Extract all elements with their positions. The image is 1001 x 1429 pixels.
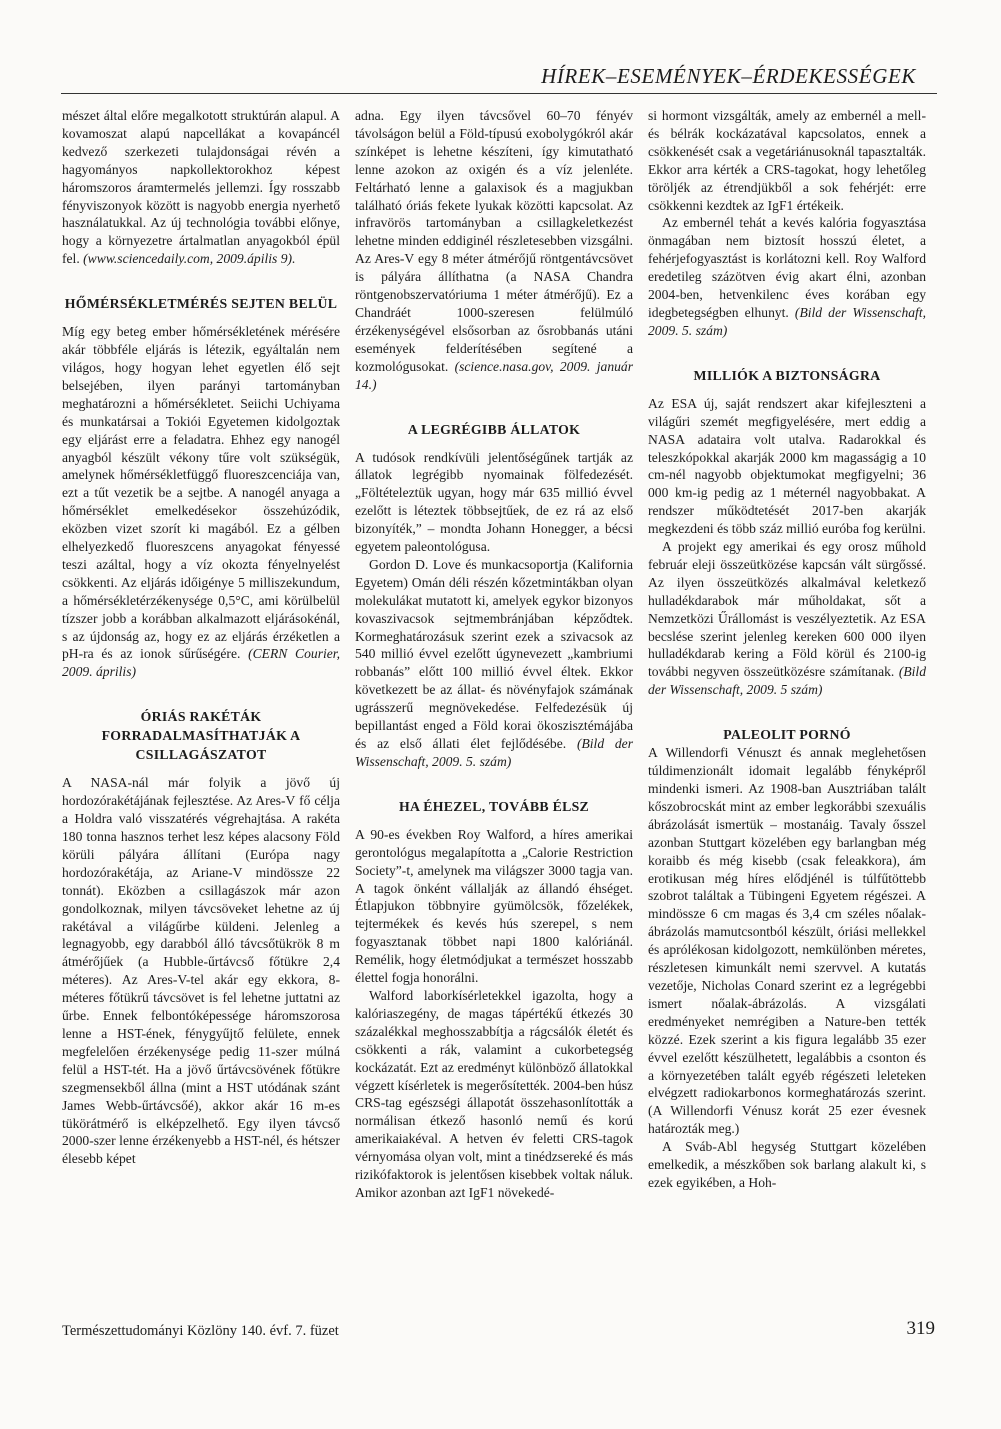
article-title: PALEOLIT PORNÓ — [723, 727, 851, 743]
article-body: Gordon D. Love és munkacsoportja (Kalifornia Egyetem) Omán déli részén kőzetmintákban olyan molekulákat mutatott ki, amelyek egykor bizonyos kovaszivacsok sejtmembránjában képződtek. Kormeghatározásuk szerint ezek a szivacsok az 540 millió évvel ezelőtt úgynevezett „kambriumi robbanás” előtt 100 millió évvel éltek. Ekkor következett be az állat- és növényfajok számának ugrásszerű megnövekedése. Felfedezésük új bepillantást enged a Föld korai ökoszisztémájába és az első állati élet fejlődésébe. — [355, 556, 633, 751]
paragraph: si hormont vizsgálták, amely az embernél a mell- és bélrák kockázatával kapcsolatos, ennek a csökkenését csak a vegetáriánusoknál tapasztalták. Ekkor arra kérték a CRS-tagokat, hogy lehetőleg töröljék az étrendjükből a sok fehérjét: erre csökkenni kezdtek az IgF1 értékeik. — [648, 108, 926, 213]
citation: (www.sciencedaily.com, 2009.ápilis 9). — [83, 251, 296, 267]
citation: (Bild der Wissenschaft, 2009. 5 szám) — [648, 664, 926, 698]
page-number: 319 — [906, 1318, 935, 1339]
footer-journal: Természettudományi Közlöny 140. évf. 7. füzet — [62, 1323, 339, 1339]
paragraph: A tudósok rendkívüli jelentőségűnek tartják az állatok legrégibb nyomainak fölfedezését. „Föltételeztük ugyan, hogy már 635 millió évvel ezelőtt is léteztek többsejtűek, de ez rá az első bizonyíték,” – mondta Johann Honegger, a bécsi egyetem paleontológusa. — [355, 449, 633, 555]
citation: (CERN Courier, 2009. április) — [62, 646, 340, 680]
paragraph — [355, 107, 633, 394]
paragraph: Walford laborkísérletekkel igazolta, hogy a kalóriaszegény, de magas tápértékű étkezés 30 százalékkal meghosszabbítja a rágcsálók életét és csökkenti a rák, valamint a cukorbetegség kockázatát. Ezt az eredményt különböző állatokkal végzett kísérletek is megerősítették. 2004-ben húsz CRS-tag egészségi állapotát összehasonlították a normálisan étkező hasonló nemű és korú amerikaiakéval. A hetven év feletti CRS-tagok vérnyomása olyan volt, mint a tinédzsereké és más rizikófaktorok is jelentősen kisebbek voltak náluk. Amikor azonban azt IgF1 növekedé- — [355, 987, 633, 1200]
citation: (Bild der Wissenschaft, 2009. 5. szám) — [648, 304, 926, 338]
paragraph — [62, 323, 340, 681]
article-title: HŐMÉRSÉKLETMÉRÉS SEJTEN BELÜL — [64, 296, 338, 312]
article-title: MILLIÓK A BIZTONSÁGRA — [693, 367, 881, 383]
paragraph: A Sváb-Abl hegység Stuttgart közelében emelkedik, a mészkőben sok barlang alakult ki, s ezek egyikében, a Hoh- — [648, 1139, 926, 1190]
article-body: Míg egy beteg ember hőmérsékletének mérésére akár többféle eljárás is létezik, egyáltalán nem világos, hogy hogyan lehet egyetlen élő sejt belsejében, ilyen parányi tartományban meghatározni a hőmérsékletet. Seiichi Uchiyama és munkatársai a Tokiói Egyetemen kidolgoztak egy eljárást erre a feladatra. Ehhez egy nanogél anyagból készült vékony tűre volt szükségük, amelynek hőmérsékletfüggő fluoreszcenciája van, ezt a tűt vezetik be a sejtbe. A nanogél anyaga a hőmérséklet emelkedésekor összehúzódik, eközben vizet szorít ki magából. Ez a gélben elhelyezkedő fluoreszcens anyagokat fényessé teszi azáltal, hogy a víz okozta fényelnyelést csökkenti. Az eljárás időigénye 5 milliszekundum, a hőmérsékletérzékenysége 0,5°C, ami körülbelül tízszer jobb a korábban alkalmazott eljárásokénál, s az újdonság az, hogy ez az eljárás érzéketlen a pH-ra és az ionok sűrűségére. — [62, 324, 340, 662]
paragraph — [355, 556, 633, 771]
paragraph — [648, 214, 926, 339]
article-title: A LEGRÉGIBB ÁLLATOK — [407, 421, 581, 437]
article-title: HA ÉHEZEL, TOVÁBB ÉLSZ — [398, 798, 590, 814]
article-title: ÓRIÁS RAKÉTÁK FORRADALMASÍTHATJÁK A CSILLAGÁSZATOT — [101, 709, 301, 763]
article-body: Az embernél tehát a kevés kalória fogyasztása önmagában nem biztosít hosszú életet, a fehérjefogyasztást is korlátozni kell. Roy Walford eredetileg százötven évig akart élni, azonban 2004-ben, hetvenkilenc éves korában egy idegbetegségben elhunyt. — [648, 215, 926, 320]
column-2 — [355, 107, 633, 1202]
paragraph: A Willendorfi Vénuszt és annak meglehetősen túldimenzionált idomait legalább fényképről mindenki ismeri. Az 1908-ban Ausztriában talált kőszobrocskát mint az ember legkorábbi szexuális ábrázolását ismertük – mostanáig. Tavaly ősszel azonban Stuttgart közelében egy barlangban még koraibb és még kisebb (csak feleakkora), ám erotikusan még híres elődjénél is túlfűtöttebb szobrot találtak a Tübingeni Egyetem régészei. A mindössze 6 cm magas és 3,4 cm széles nőalak-ábrázolás mamutcsontból készült, óriási mellekkel és aprólékosan kidolgozott, nemkülönben méretes, részletesen kimunkált nemi szervvel. A kutatás vezetője, Nicholas Conard szerint ez a legrégebbi ismert nőalak-ábrázolás. A vizsgálati eredményeket nemrégiben a Nature-ben tették közzé. Ezek szerint a kis figura legalább 35 ezer évvel ezelőtt készülhetett, legalábbis a csonton és a környezetében talált egyéb régészeti leleteken elvégzett radiokarbonos kormeghatározás szerint. (A Willendorfi Vénusz korát 25 ezer évesnek határozták meg.) — [648, 745, 926, 1137]
paragraph — [62, 107, 340, 268]
citation: (science.nasa.gov, 2009. január 14.) — [355, 358, 633, 392]
column-1 — [62, 107, 340, 1168]
intro-text: mészet által előre megalkotott struktúrán alapul. A kovamoszat alapú napcellákat a kovapáncél kedvező szerkezeti tulajdonságai révén a hagyományos napkollektorokhoz képest háromszoros áramtermelés jellemzi. Így rosszabb fényviszonyok között is nagyobb energia nyerhető használatukkal. Az új technológia további előnye, hogy a környezetre ártalmatlan anyagokból épül fel. — [62, 108, 340, 267]
paragraph: Az ESA új, saját rendszert akar kifejleszteni a világűri szemét megfigyelésére, mert eddig a NASA adataira volt utalva. Radarokkal és teleszkópokkal akarják 2000 km magasságig a 10 cm-nél nagyobb objektumokat megfigyelni; 36 000 km-ig pedig az 1 méternél nagyobbakat. A rendszer működtetését 2017-ben akarják megkezdeni és több száz millió euróba fog kerülni. — [648, 395, 926, 537]
article-body: adna. Egy ilyen távcsővel 60–70 fényév távolságon belül a Föld-típusú exobolygókról akár színképet is lehetne készíteni, így kimutatható lenne azokon az oxigén és a víz jelenléte. Feltárható lenne a galaxisok és a magjukban található óriás fekete lyukak közötti kapcsolat. Az infravörös tartományban a csillagkeletkezést lehetne minden eddiginél részletesebben vizsgálni. Az Ares-V egy 8 méter átmérőjű röntgentávcsövet is pályára állíthatna (a NASA Chandra röntgenobszervatóriuma 1 méter átmérőjű). Ez a Chandráét 1000-szeresen felülmúló érzékenységével elsősorban az ősrobbanás utáni események felderítésében segítené a kozmológusokat. — [355, 108, 633, 374]
article-body: A projekt egy amerikai és egy orosz műhold február eleji összeütközése kapcsán vált sürgőssé. Az ilyen összeütközés alkalmával keletkező hulladékdarabok már műholdakat, sőt a Nemzetközi Űrállomást is veszélyeztetik. Az ESA becslése szerint jelenleg kereken 600 000 ilyen hulladékdarab kering a Föld körül és 2100-ig további negyven összeütközésre számítanak. — [648, 539, 926, 680]
column-3 — [648, 107, 926, 1192]
citation: (Bild der Wissenschaft, 2009. 5. szám) — [355, 736, 633, 769]
paragraph — [648, 538, 926, 699]
paragraph: A 90-es években Roy Walford, a híres amerikai gerontológus megalapította a „Calorie Restriction Society”-t, amelynek ma világszer 3000 tagja van. A tagok önként vállalják az állandó éhséget. Étlapjukon többnyire gyümölcsök, főzelékek, tejtermékek és kevés hús szerepel, s nem fogyasztanak többet napi 1800 kalóriánál. Remélik, hogy életmódjukat a természet hosszabb élettel fogja honorálni. — [355, 826, 633, 986]
section-title: HÍREK–ESEMÉNYEK–ÉRDEKESSÉGEK — [541, 64, 916, 88]
paragraph: A NASA-nál már folyik a jövő új hordozórakétájának fejlesztése. Az Ares-V fő célja a Holdra való visszatérés végrehajtása. A rakéta 180 tonna hasznos terhet lesz képes alacsony Föld körüli pályára állítani (Európa nagy hordozórakétája, az Ariane-V mindössze 22 tonnát). Eközben a csillagászok már azon gondolkoznak, milyen távcsöveket lehetne az új rakétával a világűrbe küldeni. Jelenleg a legnagyobb, egy darabból álló távcsőtükrök 8 m átmérőjűek (a Hubble-űrtávcső főtükre 2,4 méteres). Az Ares-V-tel akár egy ekkora, 8-méteres főtükrű távcsövet is fel lehetne juttatni az űrbe. Ennek felbontóképessége háromszorosa lenne a HST-ének, fénygyűjtő felülete, ennek megfelelően érzékenysége pedig 11-szer múlná felül a HST-tét. Ha a jövő űrtávcsövének főtükre szegmensekből állna (mint a HST utódának szánt James Webb-űrtávcsőé), akkor akár 16 m-es tükörátmérő is elképzelhető. Egy ilyen távcső 2000-szer lenne érzékenyebb a HST-nél, és hétszer élesebb képet — [62, 775, 340, 1167]
header-rule — [61, 93, 937, 94]
